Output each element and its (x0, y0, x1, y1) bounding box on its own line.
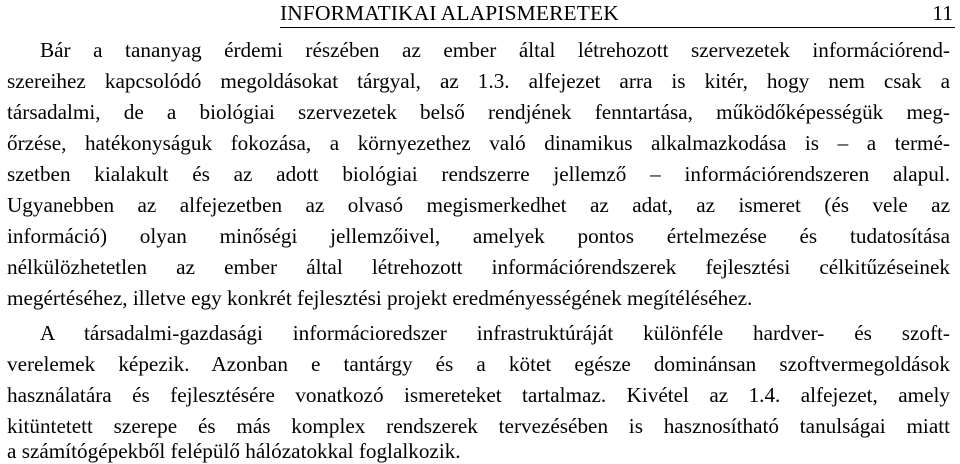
page-header (280, 0, 955, 28)
text-line: Ugyanebben az alfejezetben az olvasó megismerkedhet az adat, az ismeret (és vele az (7, 193, 950, 217)
text-line: kitüntetett szerepe és más komplex rendszerek tervezésében is hasznosítható tanulságai miatt (7, 414, 950, 438)
page-number: 11 (932, 1, 953, 25)
text-line: A társadalmi-gazdasági informácioredszer infrastruktúráját különféle hardver- és szoft- (40, 321, 950, 345)
text-line: a számítógépekből felépülő hálózatokkal foglalkozik. (7, 439, 461, 463)
text-line: szetben kialakult és az adott biológiai rendszerre jellemző – információrendszeren alapul. (7, 162, 950, 186)
running-title: INFORMATIKAI ALAPISMERETEK (280, 1, 619, 25)
text-line: használatára és fejlesztésére vonatkozó ismereteket tartalmaz. Kivétel az 1.4. alfejezet, amely (7, 383, 950, 407)
text-line: társadalmi, de a biológiai szervezetek belső rendjének fenntartása, működőképességük meg- (7, 100, 950, 124)
text-line: őrzése, hatékonyságuk fokozása, a környezethez való dinamikus alkalmazkodása is – a termé- (7, 131, 950, 155)
text-line: megértéséhez, illetve egy konkrét fejlesztési projekt eredményességének megítéléséhez. (7, 286, 753, 310)
text-line: Bár a tananyag érdemi részében az ember által létrehozott szervezetek információrend- (40, 38, 950, 62)
text-line: szereihez kapcsolódó megoldásokat tárgyal, az 1.3. alfejezet arra is kitér, hogy nem csak a (7, 69, 950, 93)
text-line: információ) olyan minőségi jellemzőivel, amelyek pontos értelmezése és tudatosítása (7, 224, 950, 248)
text-line: nélkülözhetetlen az ember által létrehozott információrendszerek fejlesztési célkitűzéseinek (7, 255, 950, 279)
text-line: verelemek képezik. Azonban e tantárgy és a kötet egésze dominánsan szoftvermegoldások (7, 352, 950, 376)
